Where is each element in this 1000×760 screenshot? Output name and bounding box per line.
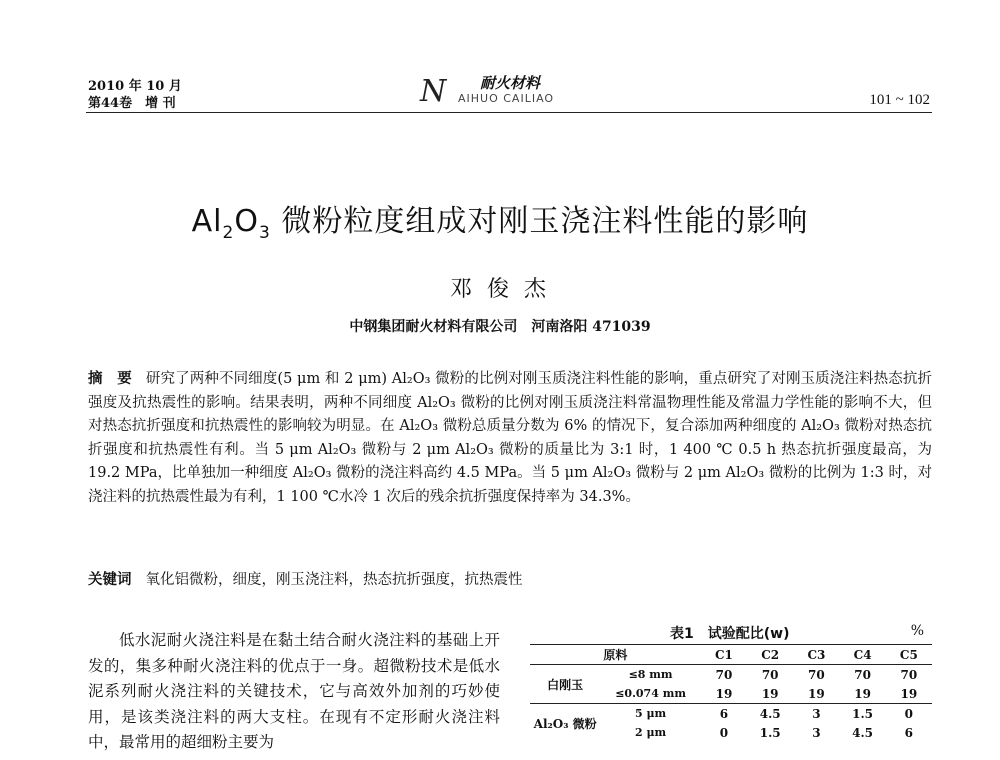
table-cell: 19 <box>793 684 839 704</box>
table-cell: 70 <box>900 667 918 682</box>
table-header-row <box>530 645 932 665</box>
table-cell: 19 <box>701 684 747 704</box>
table-cell-spec: 2 μm <box>635 726 667 739</box>
abstract-text: 研究了两种不同细度(5 μm 和 2 μm) Al₂O₃ 微粉的比例对刚玉质浇注料性能的影响，重点研究了对刚玉质浇注料热态抗折强度及抗热震性的影响。结果表明，两种不同细度 Al₂O₃ 微粉的比例对刚玉质浇注料常温物理性能及常温力学性能的影响不大，但对热态抗折强度和抗热震性的影响较为明显。在 Al₂O₃ 微粉总质量分数为 6% 的情况下，复合添加两种细度的 Al₂O₃ 微粉对热态抗折强度和抗热震性有利。当 5 μm Al₂O₃ 微粉与 2 μm Al₂O₃ 微粉的质量比为 3:1 时，1 400 ℃ 0.5 h 热态抗折强度最高，为 19.2 MPa，比单独加一种细度 Al₂O₃ 微粉的浇注料高约 4.5 MPa。当 5 μm Al₂O₃ 微粉与 2 μm Al₂O₃ 微粉的比例为 1:3 时，对浇注料的抗热震性最为有利，1 100 ℃水冷 1 次后的残余抗折强度保持率为 34.3%。 <box>88 371 932 505</box>
table-header-cell: C1 <box>701 645 747 665</box>
author-affiliation: 中钢集团耐火材料有限公司 河南洛阳 471039 <box>349 319 651 335</box>
table-cell: 3 <box>812 706 821 721</box>
table-unit: % <box>910 623 924 639</box>
table-cell-spec: ≤8 mm <box>628 668 673 681</box>
table-cell: 4.5 <box>759 706 781 721</box>
page-range: 101 ~ 102 <box>869 92 930 108</box>
table-cell: 1.5 <box>852 706 874 721</box>
table-cell: 70 <box>761 667 779 682</box>
paper-title: $Al_2O_3$ 微粉粒度组成对刚玉浇注料性能的影响 <box>191 204 809 243</box>
issue-date: 2010 年 10 月 <box>88 79 182 94</box>
table-row <box>530 665 932 685</box>
journal-logo-mark: N <box>420 74 447 109</box>
table-cell: 70 <box>715 667 733 682</box>
table-header-cell: C4 <box>840 645 886 665</box>
table-row <box>530 704 932 724</box>
table-cell: 0 <box>719 725 729 740</box>
table-cell: 70 <box>808 667 825 682</box>
table-cell-spec: ≤0.074 mm <box>600 684 701 704</box>
abstract <box>88 368 932 509</box>
author-name: 邓 俊 杰 <box>450 277 550 302</box>
keywords <box>88 568 932 589</box>
table-header-cell: 原料 <box>530 645 701 665</box>
table-header-cell: C2 <box>747 645 793 665</box>
table-group-name: 白刚玉 <box>530 665 600 704</box>
journal-name-cn: 耐火材料 <box>480 74 541 92</box>
issue-volume: 第44卷 增 刊 <box>88 96 176 111</box>
table-cell: 19 <box>886 684 932 704</box>
table-cell: 0 <box>904 706 914 721</box>
table-cell: 1.5 <box>759 725 781 740</box>
table-cell: 70 <box>854 667 871 682</box>
table-cell: 3 <box>812 725 821 740</box>
body-paragraph: 低水泥耐火浇注料是在黏土结合耐火浇注料的基础上开发的，集多种耐火浇注料的优点于一身。超微粉技术是低水泥系列耐火浇注料的关键技术，它与高效外加剂的巧妙使用，是该类浇注料的两大支柱。在现有不定形耐火浇注料中，最常用的超细粉主要为 <box>88 631 500 751</box>
table-group-name: Al₂O₃ 微粉 <box>533 716 597 731</box>
table-cell: 19 <box>747 684 793 704</box>
journal-issue-info <box>88 78 182 112</box>
table-cell: 4.5 <box>852 725 874 740</box>
keywords-label: 关键词 <box>88 572 132 588</box>
header-rule <box>86 112 932 113</box>
keywords-text: 氧化铝微粉，细度，刚玉浇注料，热态抗折强度，抗热震性 <box>145 572 523 588</box>
journal-logo <box>420 70 600 110</box>
table-header-cell: C5 <box>886 645 932 665</box>
journal-name-en: AIHUO CAILIAO <box>458 92 555 105</box>
table-cell: 19 <box>840 684 886 704</box>
table-cell-spec: 5 μm <box>635 707 667 720</box>
table-title: 表1 试验配比(w) <box>670 626 790 642</box>
mix-ratio-table <box>530 644 932 742</box>
table-cell: 6 <box>904 725 914 740</box>
table-cell: 6 <box>719 706 729 721</box>
table-header-cell: C3 <box>793 645 839 665</box>
abstract-label: 摘 要 <box>88 371 132 387</box>
